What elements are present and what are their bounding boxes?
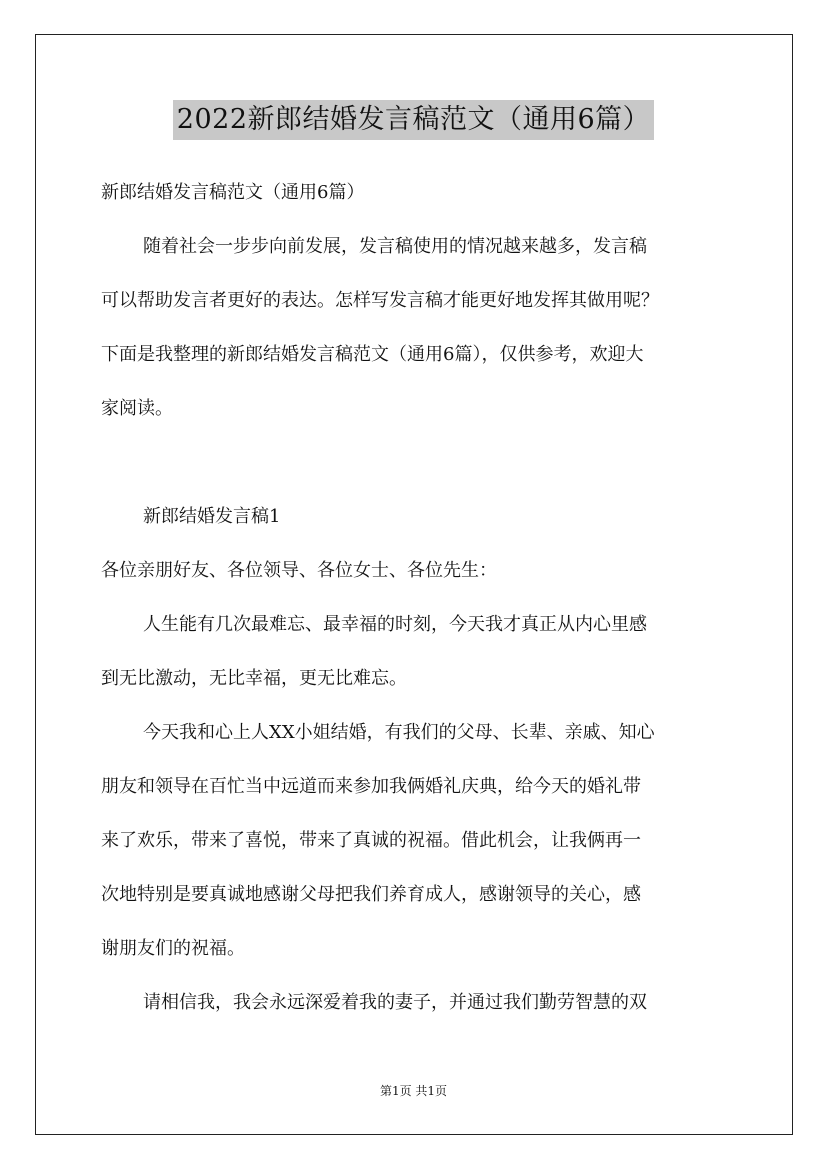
text-line: 今天我和心上人XX小姐结婚，有我们的父母、长辈、亲戚、知心 bbox=[143, 722, 655, 743]
text-line: 朋友和领导在百忙当中远道而来参加我俩婚礼庆典，给今天的婚礼带 bbox=[101, 776, 641, 797]
text-line: 家阅读。 bbox=[101, 398, 173, 419]
text-line: 到无比激动，无比幸福，更无比难忘。 bbox=[101, 668, 407, 689]
document-body bbox=[101, 172, 729, 1036]
document-title: 2022新郎结婚发言稿范文（通用6篇） bbox=[173, 100, 654, 140]
text-line: 新郎结婚发言稿范文（通用6篇） bbox=[101, 182, 365, 203]
text-line: 随着社会一步步向前发展，发言稿使用的情况越来越多，发言稿 bbox=[143, 236, 647, 257]
text-line: 请相信我，我会永远深爱着我的妻子，并通过我们勤劳智慧的双 bbox=[143, 992, 647, 1013]
page-footer: 第1页 共1页 bbox=[379, 1084, 448, 1098]
title-container bbox=[0, 100, 827, 140]
text-line: 次地特别是要真诚地感谢父母把我们养育成人，感谢领导的关心，感 bbox=[101, 884, 641, 905]
text-line: 下面是我整理的新郎结婚发言稿范文（通用6篇），仅供参考，欢迎大 bbox=[101, 344, 644, 365]
text-line: 谢朋友们的祝福。 bbox=[101, 938, 245, 959]
text-line: 来了欢乐，带来了喜悦，带来了真诚的祝福。借此机会，让我俩再一 bbox=[101, 830, 641, 851]
text-line: 可以帮助发言者更好的表达。怎样写发言稿才能更好地发挥其做用呢？ bbox=[101, 290, 659, 311]
section-heading: 新郎结婚发言稿1 bbox=[143, 506, 281, 527]
text-line: 人生能有几次最难忘、最幸福的时刻，今天我才真正从内心里感 bbox=[143, 614, 647, 635]
text-line: 各位亲朋好友、各位领导、各位女士、各位先生： bbox=[101, 560, 497, 581]
